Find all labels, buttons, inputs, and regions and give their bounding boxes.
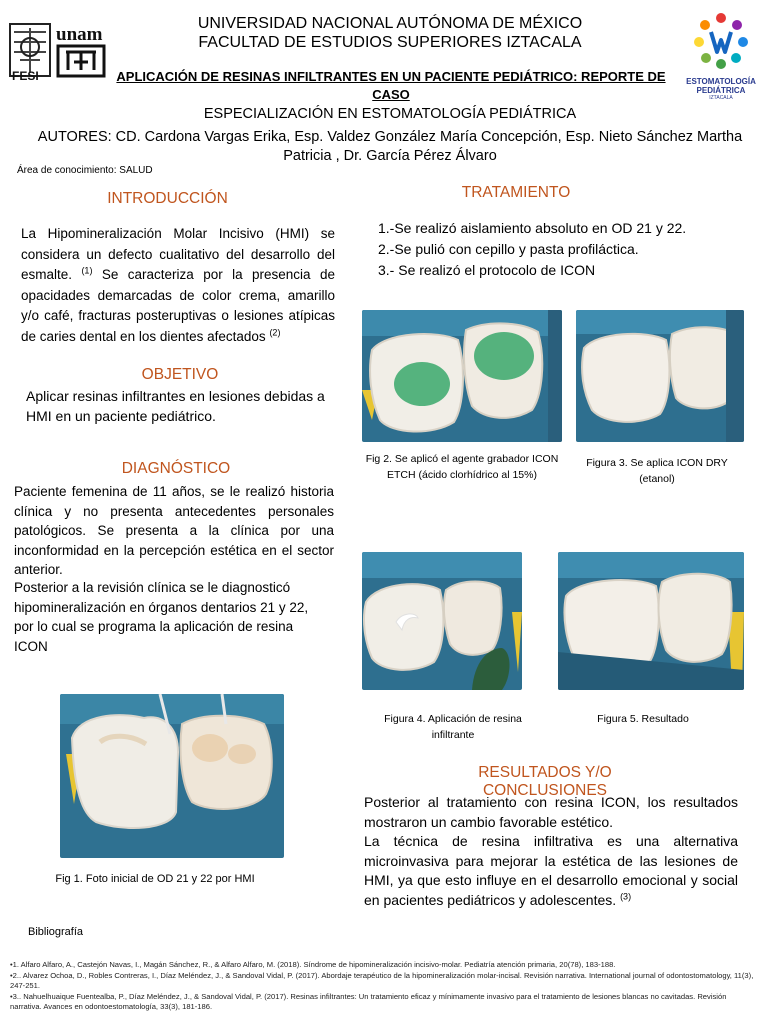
logo-line1: ESTOMATOLOGÍA	[686, 77, 756, 86]
figure-3-caption: Figura 3. Se aplica ICON DRY (etanol)	[586, 457, 728, 485]
knowledge-area: Área de conocimiento: SALUD	[17, 165, 153, 176]
bibliography-item: •1. Alfaro Alfaro, A., Castejón Navas, I., Magán Sánchez, R., & Alfaro Alfaro, M. (2018). Síndrome de hipomineralización incisivo-molar. Pediatría atención primaria, 20(78), 183-188.	[10, 960, 616, 969]
intro-text-b: Se caracteriza por la presencia de opacidades demarcadas de color crema, amarillo y/o café, fracturas posteruptivas o lesiones atípicas de caries dental en los dientes afectados	[21, 267, 335, 344]
diagnosis-paragraph-1: Paciente femenina de 11 años, se le realizó historia clínica y no presenta antecedentes personales patológicos. Se presenta a la clínica por una inconformidad en la percepción estética en el sector anterior.	[14, 484, 334, 577]
figure-5-photo	[558, 552, 744, 690]
intro-ref-a: (1)	[81, 265, 93, 276]
logo-line3: IZTACALA	[709, 95, 733, 101]
estomatologia-pediatrica-logo	[680, 10, 762, 102]
unam-fesi-logo	[8, 20, 108, 82]
authors: AUTORES: CD. Cardona Vargas Erika, Esp. Valdez González María Concepción, Esp. Nieto Sánchez Martha Patricia , Dr. García Pérez Álvaro	[37, 129, 743, 164]
university-name: UNIVERSIDAD NACIONAL AUTÓNOMA DE MÉXICO	[197, 15, 583, 32]
figure-3-photo	[576, 310, 744, 442]
diagnosis-heading: DIAGNÓSTICO	[121, 460, 231, 477]
intro-text-a: La Hipomineralización Molar Incisivo (HMI) se considera un defecto cualitativo del desarrollo del esmalte.	[21, 226, 335, 282]
intro-ref-b: (2)	[269, 327, 281, 337]
bibliography-heading: Bibliografía	[28, 926, 84, 938]
results-paragraph-2	[364, 832, 738, 910]
figure-2-photo	[362, 310, 562, 442]
bibliography-item: •2.. Alvarez Ochoa, D., Robles Contreras, I., Díaz Meléndez, J., & Sandoval Vidal, P. (2017). Abordaje terapéutico de la hipomineralización molar-incisal. Revisión narrativa. International journal of odontostomatology, 11(3), 247-251.	[10, 971, 754, 990]
figure-4-photo	[362, 552, 522, 690]
objective-heading: OBJETIVO	[141, 366, 219, 383]
diagnosis-paragraph-2: Posterior a la revisión clínica se le diagnosticó hipomineralización en órganos dentarios 21 y 22, por lo cual se programa la aplicación de resina ICON	[14, 580, 309, 654]
figure-2-caption: Fig 2. Se aplicó el agente grabador ICON ETCH (ácido clorhídrico al 15%)	[365, 453, 559, 481]
figure-1-photo	[60, 694, 284, 858]
intro-heading: INTRODUCCIÓN	[107, 190, 228, 207]
faculty-name: FACULTAD DE ESTUDIOS SUPERIORES IZTACALA	[198, 34, 582, 51]
treatment-steps	[378, 218, 738, 281]
treatment-heading: TRATAMIENTO	[461, 184, 571, 201]
figure-5-caption: Figura 5. Resultado	[597, 713, 689, 725]
results-paragraph-1: Posterior al tratamiento con resina ICON, los resultados mostraron un cambio favorable estético.	[364, 794, 738, 830]
objective-text: Aplicar resinas infiltrantes en lesiones debidas a HMI en un paciente pediátrico.	[26, 388, 325, 424]
results-paragraph-2-text: La técnica de resina infiltrativa es una alternativa microinvasiva para mejorar la estética de las lesiones de HMI, ya que esto influye en el desarrollo emocional y social en pacientes pediátricos y adolescentes.	[364, 833, 738, 908]
bibliography-list	[10, 960, 760, 1013]
results-heading: RESULTADOS Y/O CONCLUSIONES	[478, 764, 612, 799]
svg-text:FESI: FESI	[12, 69, 39, 82]
intro-text	[21, 224, 335, 347]
treatment-step: 1.-Se realizó aislamiento absoluto en OD 21 y 22.	[378, 220, 687, 236]
bibliography-item: •3.. Nahuelhuaique Fuentealba, P., Díaz Meléndez, J., & Sandoval Vidal, P. (2017). Resinas infiltrantes: Un tratamiento eficaz y mínimamente invasivo para el tratamiento de lesiones blancas no cavitadas. Revisión narrativa. Avances en odontoestomatología, 33(3), 181-186.	[10, 992, 727, 1011]
results-ref: (3)	[620, 890, 632, 901]
figure-4-caption: Figura 4. Aplicación de resina infiltrante	[384, 713, 522, 741]
results-text	[364, 793, 738, 910]
treatment-step: 3.- Se realizó el protocolo de ICON	[378, 262, 596, 278]
university-header	[120, 14, 660, 52]
figure-1-caption: Fig 1. Foto inicial de OD 21 y 22 por HMI	[55, 873, 255, 885]
specialization: ESPECIALIZACIÓN EN ESTOMATOLOGÍA PEDIÁTRICA	[203, 106, 577, 122]
poster-title: APLICACIÓN DE RESINAS INFILTRANTES EN UN PACIENTE PEDIÁTRICO: REPORTE DE CASO	[116, 69, 666, 102]
logo-line2: PEDIÁTRICA	[696, 86, 746, 95]
treatment-step: 2.-Se pulió con cepillo y pasta profiláctica.	[378, 241, 639, 257]
svg-text:unam: unam	[56, 24, 103, 45]
